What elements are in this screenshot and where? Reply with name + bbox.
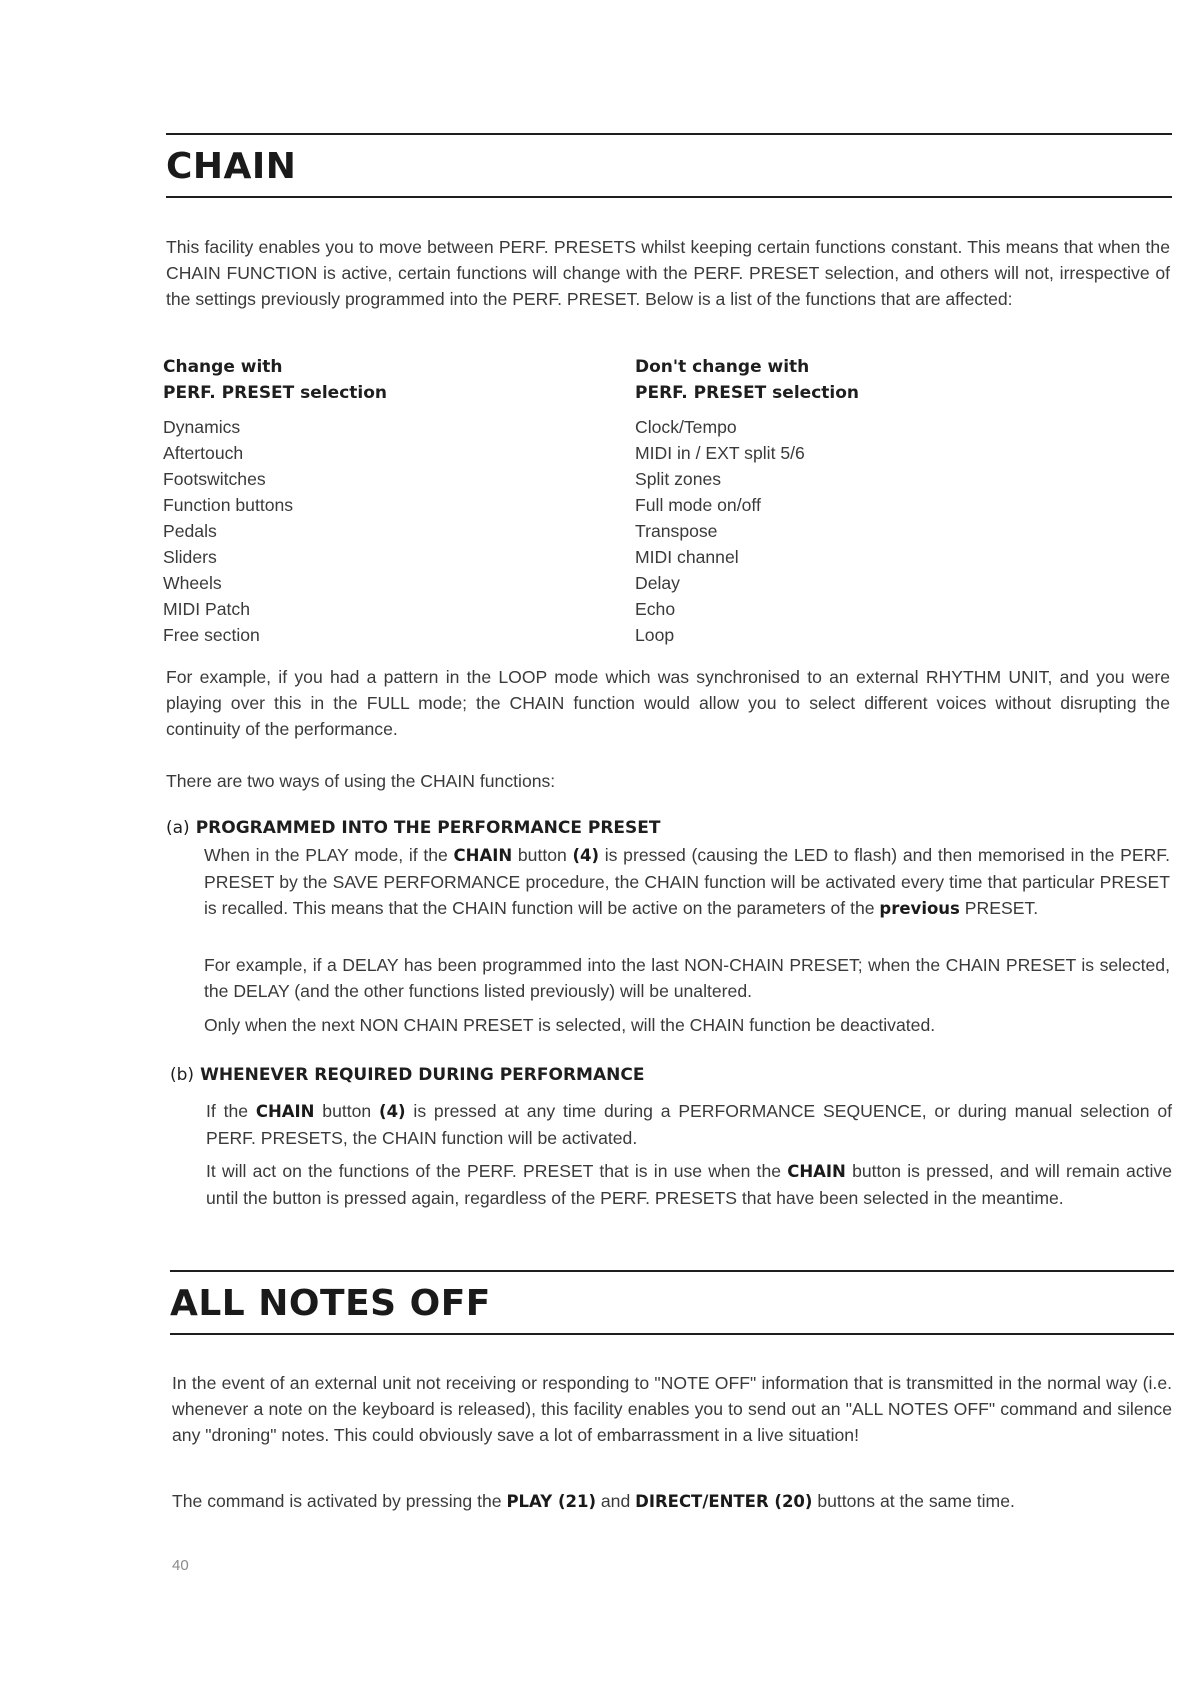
button-number-ref: (4)	[379, 1102, 406, 1121]
notes-off-title: ALL NOTES OFF	[170, 1283, 491, 1324]
list-item: Free section	[163, 625, 260, 645]
list-item: Transpose	[635, 521, 718, 541]
change-column-heading-line2: PERF. PRESET selection	[163, 383, 388, 403]
subsection-b-para1	[206, 1098, 1172, 1151]
list-item: Split zones	[635, 469, 722, 489]
chain-button-ref: CHAIN	[453, 846, 513, 865]
nochange-column	[635, 354, 1075, 648]
list-item: Aftertouch	[163, 443, 244, 463]
nochange-column-heading-line2: PERF. PRESET selection	[635, 383, 860, 403]
text-run: is pressed (causing the LED to flash) and then memorised in the PERF. PRESET by the SAVE PERFORMANCE procedure, the CHAIN function will be activated every time that particular PRESET is recalled. This means that the CHAIN function will be active on the parameters of the	[204, 845, 1170, 918]
subsection-a-title: PROGRAMMED INTO THE PERFORMANCE PRESET	[195, 818, 661, 838]
text-run: button	[314, 1101, 380, 1121]
list-item: Sliders	[163, 547, 217, 567]
text-run: button is pressed, and will remain active until the button is pressed again, regardless of the PERF. PRESETS that have been selected in the meantime.	[206, 1161, 1172, 1208]
text-run: PRESET.	[959, 898, 1039, 918]
subsection-b-heading	[170, 1063, 644, 1087]
list-item: Echo	[635, 599, 676, 619]
chain-ways: There are two ways of using the CHAIN functions:	[166, 771, 556, 791]
text-run: is pressed at any time during a PERFORMANCE SEQUENCE, or during manual selection of PERF. PRESETS, the CHAIN function will be activated.	[206, 1101, 1172, 1148]
list-item: MIDI Patch	[163, 599, 251, 619]
notes-off-para1: In the event of an external unit not receiving or responding to "NOTE OFF" information that is transmitted in the normal way (i.e. whenever a note on the keyboard is released), this facility enables you to send out an "ALL NOTES OFF" command and silence any "droning" notes. This could obviously save a lot of embarrassment in a live situation!	[172, 1373, 1172, 1445]
chain-button-ref: CHAIN	[255, 1102, 315, 1121]
change-column-heading-line1: Change with	[163, 357, 283, 377]
text-run: If the	[206, 1101, 256, 1121]
emphasis-previous: previous	[879, 899, 960, 918]
change-list	[163, 414, 583, 648]
chain-example: For example, if you had a pattern in the LOOP mode which was synchronised to an external RHYTHM UNIT, and you were playing over this in the FULL mode; the CHAIN function would allow you to select different voices without disrupting the continuity of the performance.	[166, 667, 1170, 739]
subsection-b-title: WHENEVER REQUIRED DURING PERFORMANCE	[200, 1065, 645, 1085]
subsection-a-heading	[166, 816, 660, 840]
notes-off-top-rule	[170, 1270, 1174, 1272]
play-button-ref: PLAY (21)	[506, 1492, 596, 1511]
subsection-b-para2	[206, 1158, 1172, 1211]
subsection-a-para3: Only when the next NON CHAIN PRESET is selected, will the CHAIN function be deactivated.	[204, 1015, 936, 1035]
text-run: and	[596, 1491, 636, 1511]
list-item: Delay	[635, 573, 680, 593]
text-run: button	[512, 845, 573, 865]
list-item: Dynamics	[163, 417, 241, 437]
list-item: MIDI in / EXT split 5/6	[635, 443, 805, 463]
list-item: Footswitches	[163, 469, 266, 489]
text-run: When in the PLAY mode, if the	[204, 845, 454, 865]
chain-title: CHAIN	[166, 146, 297, 187]
notes-off-para2	[172, 1488, 1172, 1515]
chain-button-ref: CHAIN	[787, 1162, 846, 1181]
list-item: Wheels	[163, 573, 222, 593]
text-run: buttons at the same time.	[812, 1491, 1015, 1511]
subsection-a-para1	[204, 842, 1170, 922]
text-run: It will act on the functions of the PERF. PRESET that is in use when the	[206, 1161, 788, 1181]
notes-off-bottom-rule	[170, 1333, 1174, 1335]
subsection-a-para2: For example, if a DELAY has been programmed into the last NON-CHAIN PRESET; when the CHAIN PRESET is selected, the DELAY (and the other functions listed previously) will be unaltered.	[204, 955, 1170, 1001]
list-item: Full mode on/off	[635, 495, 761, 515]
direct-enter-button-ref: DIRECT/ENTER (20)	[635, 1492, 813, 1511]
button-number-ref: (4)	[572, 846, 600, 865]
chain-intro: This facility enables you to move between PERF. PRESETS whilst keeping certain functions constant. This means that when the CHAIN FUNCTION is active, certain functions will change with the PERF. PRESET selection, and others will not, irrespective of the settings previously programmed into the PERF. PRESET. Below is a list of the functions that are affected:	[166, 237, 1170, 309]
page-number: 40	[172, 1557, 189, 1574]
nochange-column-heading-line1: Don't change with	[635, 357, 810, 377]
nochange-list	[635, 414, 1075, 648]
subsection-b-label: (b)	[170, 1065, 195, 1085]
chain-bottom-rule	[166, 196, 1172, 198]
text-run: The command is activated by pressing the	[172, 1491, 507, 1511]
list-item: MIDI channel	[635, 547, 739, 567]
list-item: Clock/Tempo	[635, 417, 737, 437]
list-item: Function buttons	[163, 495, 294, 515]
chain-top-rule	[166, 133, 1172, 135]
subsection-a-label: (a)	[166, 818, 190, 838]
list-item: Pedals	[163, 521, 217, 541]
list-item: Loop	[635, 625, 675, 645]
change-column	[163, 354, 583, 648]
